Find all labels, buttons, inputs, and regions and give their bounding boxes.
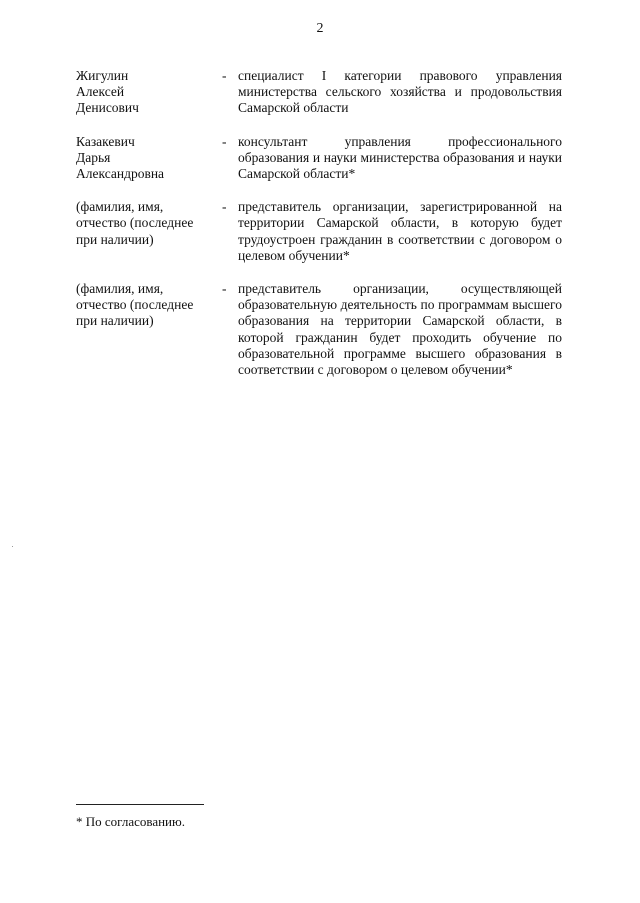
- member-position: специалист I категории правового управления министерства сельского хозяйства и продовольствия Самарской области: [238, 68, 562, 116]
- patronymic: Денисович: [76, 100, 139, 116]
- name-placeholder-line: отчество (последнее: [76, 215, 194, 231]
- page-number: 2: [316, 21, 324, 36]
- surname: Жигулин: [76, 68, 129, 83]
- member-position: консультант управления профессионального образования и науки министерства образования и науки Самарской области*: [238, 133, 562, 182]
- name-placeholder-line: (фамилия, имя,: [76, 281, 164, 297]
- name-placeholder-line: отчество (последнее: [76, 297, 194, 313]
- dash-separator: -: [222, 199, 227, 215]
- member-name: [76, 68, 222, 117]
- first-name: Дарья: [76, 149, 111, 165]
- member-name: [76, 134, 222, 183]
- roster-entry-employer-representative: [76, 199, 562, 264]
- name-placeholder-line: при наличии): [76, 231, 154, 247]
- member-position: представитель организации, осуществляющей образовательную деятельность по программам высшего образования на территории Самарской области, в которой гражданин будет проходить обучение по образовательной программе высшего образования в соответствии с договором о целевом обучении*: [238, 281, 562, 378]
- first-name: Алексей: [76, 84, 125, 100]
- roster-entry-zhigulin: [76, 68, 562, 117]
- member-position: представитель организации, зарегистрированной на территории Самарской области, в которую будет трудоустроен гражданин в соответствии с договором о целевом обучении*: [238, 199, 562, 263]
- dash-separator: -: [222, 68, 227, 83]
- roster-entry-kazakevich: [76, 134, 562, 183]
- footnote: * По согласованию.: [76, 814, 185, 829]
- member-name-placeholder: [76, 199, 222, 264]
- name-placeholder-line: (фамилия, имя,: [76, 199, 164, 215]
- dash-separator: -: [222, 133, 227, 149]
- patronymic: Александровна: [76, 166, 165, 182]
- footnote-separator: [76, 804, 204, 805]
- dash-separator: -: [222, 281, 227, 297]
- member-name-placeholder: [76, 281, 222, 378]
- scan-artifact: [12, 546, 13, 547]
- committee-roster: [76, 68, 562, 395]
- surname: Казакевич: [76, 133, 135, 149]
- roster-entry-university-representative: [76, 281, 562, 378]
- name-placeholder-line: при наличии): [76, 313, 154, 329]
